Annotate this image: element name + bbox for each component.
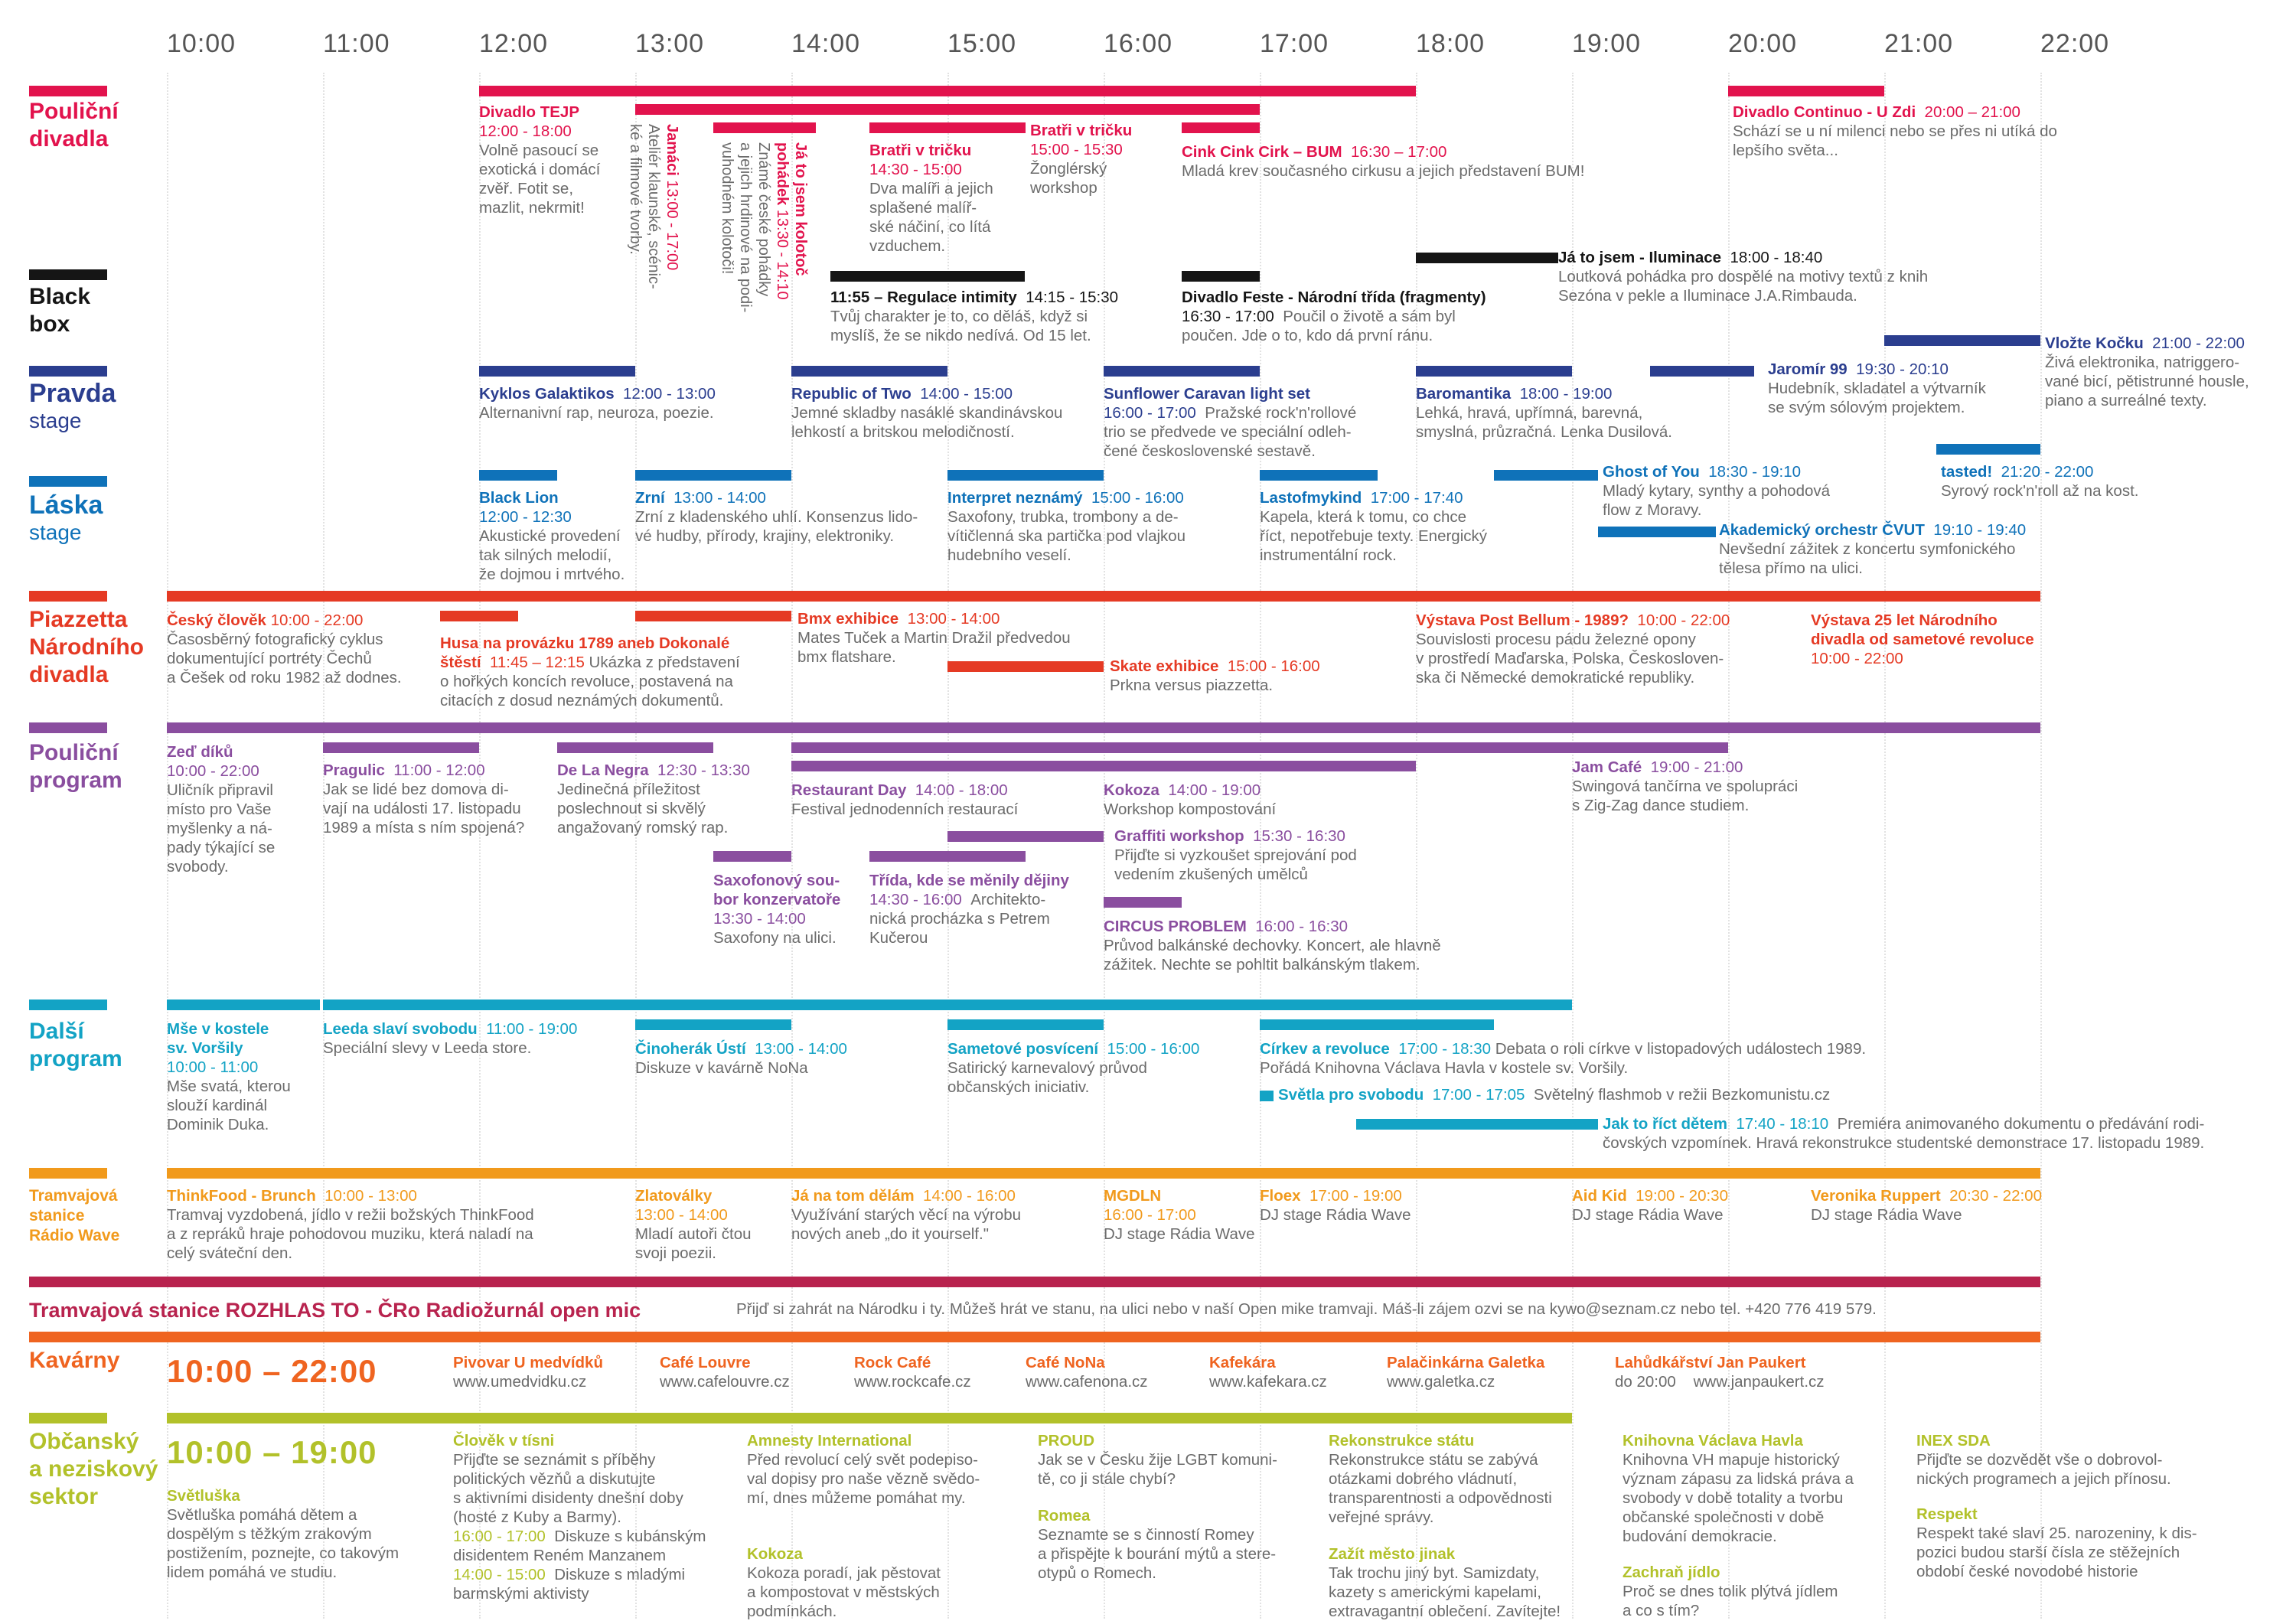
event-lastofmykind[interactable]: Lastofmykind 17:00 - 17:40 Kapela, která k tomu, co chce říct, nepotřebuje texty. Energický instrumentální rock.: [1260, 489, 1488, 564]
event-vlozte-kocku[interactable]: Vložte Kočku 21:00 - 22:00 Živá elektronika, natriggero- vané bicí, pětistrunné housle, piano a surreálné texty.: [2045, 334, 2249, 409]
hour-label: 19:00: [1572, 29, 1642, 58]
event-de-la-negra[interactable]: De La Negra 12:30 - 13:30 Jedinečná příležitost poslechnout si skvělý angažovaný romský rap.: [557, 761, 750, 836]
timeline-bar: [1650, 366, 1754, 377]
event-jak-to-rict-detem[interactable]: Jak to říct dětem 17:40 - 18:10 Premiéra animovaného dokumentu o předávání rodi- čovských vzpomínek. Hravá rekonstrukce studentské demonstrace 17. listopadu 1989.: [1603, 1115, 2205, 1152]
event-divadlo-feste[interactable]: Divadlo Feste - Národní třída (fragmenty) 16:30 - 17:00 Poučil o životě a sám byl poučen. Jde o to, kdo dá první ránu.: [1182, 289, 1486, 344]
row-label: Pouliční divadla: [29, 99, 119, 152]
row-marker: [29, 1277, 2040, 1287]
event-ghost-of-you[interactable]: Ghost of You 18:30 - 19:10 Mladý kytary, synthy a pohodová flow z Moravy.: [1603, 463, 1831, 519]
row-label: Piazzetta Národního divadla: [29, 607, 144, 687]
hour-label: 22:00: [2040, 29, 2110, 58]
row-label: Občanský a neziskový sektor: [29, 1429, 158, 1509]
timeline-bar: [947, 831, 1104, 842]
timeline-bar: [1356, 1119, 1598, 1130]
timeline-bar: [1494, 470, 1598, 481]
event-black-lion[interactable]: Black Lion 12:00 - 12:30 Akustické provedení tak silných melodií, že dojmou i mrtvého.: [479, 489, 625, 583]
event-svetla-pro-svobodu[interactable]: Světla pro svobodu 17:00 - 17:05 Světelný flashmob v režii Bezkomunistu.cz: [1260, 1085, 1830, 1104]
ngo-romea[interactable]: Romea Seznamte se s činností Romey a přispějte k bourání mýtů a stere- otypů o Romech.: [1038, 1507, 1277, 1582]
ngo-inex-sda[interactable]: INEX SDA Přijďte se dozvědět vše o dobrovol- nických programech a jejich přínosu.: [1916, 1432, 2171, 1488]
cafe-pivovar-u-medvidku[interactable]: Pivovar U medvídků www.umedvidku.cz: [453, 1354, 603, 1391]
ngo-rekonstrukce-statu[interactable]: Rekonstrukce státu Rekonstrukce státu se zabývá otázkami dobrého vládnutí, transparentnosti a odpovědnosti veřejné správy.: [1329, 1432, 1552, 1526]
cafe-nona[interactable]: Café NoNa www.cafenona.cz: [1026, 1354, 1148, 1391]
hour-label: 17:00: [1260, 29, 1329, 58]
event-veronika-ruppert[interactable]: Veronika Ruppert 20:30 - 22:00 DJ stage Rádia Wave: [1811, 1187, 2042, 1224]
event-bmx-exhibice[interactable]: Bmx exhibice 13:00 - 14:00 Mates Tuček a Martin Dražil předvedou bmx flatshare.: [797, 610, 1071, 666]
event-divadlo-tejp[interactable]: Divadlo TEJP 12:00 - 18:00 Volně pasoucí se exotická i domácí zvěř. Fotit se, mazlit, nekrmit!: [479, 103, 601, 217]
event-cinoherak-usti[interactable]: Činoherák Ústí 13:00 - 14:00 Diskuze v kavárně NoNa: [635, 1040, 847, 1077]
hour-label: 11:00: [323, 29, 390, 58]
hour-label: 12:00: [479, 29, 549, 58]
event-sametove-posviceni[interactable]: Sametové posvícení 15:00 - 16:00 Satirický karnevalový průvod občanských iniciativ.: [947, 1040, 1200, 1096]
hour-label: 15:00: [947, 29, 1017, 58]
timeline-bar: [635, 470, 791, 481]
timeline-bar: [167, 722, 2040, 733]
hour-label: 18:00: [1416, 29, 1486, 58]
ngo-hours: 10:00 – 19:00: [167, 1434, 377, 1470]
event-trida-kde-se-menily-dejiny[interactable]: Třída, kde se měnily dějiny 14:30 - 16:00 Architekto- nická procházka s Petrem Kučerou: [869, 872, 1069, 947]
event-jaromir-99[interactable]: Jaromír 99 19:30 - 20:10 Hudebník, skladatel a výtvarník se svým sólovým projektem.: [1768, 360, 1986, 416]
event-restaurant-day[interactable]: Restaurant Day 14:00 - 18:00 Festival jednodenních restaurací: [791, 781, 1019, 818]
event-zed-diku[interactable]: Zeď díků 10:00 - 22:00 Uličník připravil místo pro Vaše myšlenky a ná- pady týkající se svobody.: [167, 743, 276, 876]
event-jamaci[interactable]: Jamáci 13:00 - 17:00 Ateliér klaunské, scénic- ké a filmové tvorby.: [627, 124, 680, 289]
timeline-bar: [635, 611, 791, 621]
hour-label: 16:00: [1104, 29, 1173, 58]
timeline-bar: [869, 122, 947, 133]
event-aid-kid[interactable]: Aid Kid 19:00 - 20:30 DJ stage Rádia Wave: [1572, 1187, 1728, 1224]
row-label: Pravda stage: [29, 379, 116, 432]
event-vystava-post-bellum[interactable]: Výstava Post Bellum - 1989? 10:00 - 22:00 Souvislosti procesu pádu železné opony v prostředí Maďarska, Polska, Českosloven- ska či Německé demokratické republiky.: [1416, 611, 1730, 686]
row-label: Pouliční program: [29, 740, 122, 793]
event-floex[interactable]: Floex 17:00 - 19:00 DJ stage Rádia Wave: [1260, 1187, 1411, 1224]
timeline-bar: [557, 742, 713, 753]
hour-label: 10:00: [167, 29, 236, 58]
row-label: Láska stage: [29, 491, 103, 544]
event-thinkfood-brunch[interactable]: ThinkFood - Brunch 10:00 - 13:00 Tramvaj vyzdobená, jídlo v režii božských ThinkFood a z repráků hraje pohodovou muziku, která naladí na celý sváteční den.: [167, 1187, 534, 1262]
row-label: Tramvajová stanice Rádio Wave: [29, 1187, 120, 1244]
ngo-zazit-mesto-jinak[interactable]: Zažít město jinak Tak trochu jiný byt. Samizdaty, kazety s americkými kapelami, extravagantní oblečení. Zavítejte!: [1329, 1545, 1561, 1620]
event-cirkev-a-revoluce[interactable]: Církev a revoluce 17:00 - 18:30 Debata o roli církve v listopadových událostech 1989. Pořádá Knihovna Václava Havla v kostele sv. Voršily.: [1260, 1040, 1867, 1077]
event-mse-v-kostele[interactable]: Mše v kostele sv. Voršily 10:00 - 11:00 Mše svatá, kterou slouží kardinál Dominik Duka.: [167, 1020, 291, 1133]
timeline-bar: [167, 1168, 2040, 1179]
timeline-bar: [1884, 335, 2040, 346]
ngo-zachran-jidlo[interactable]: Zachraň jídlo Proč se dnes tolik plýtvá jídlem a co s tím?: [1623, 1564, 1838, 1619]
event-vystava-25-let[interactable]: Výstava 25 let Národního divadla od sametové revoluce 10:00 - 22:00: [1811, 611, 2034, 667]
timeline-bar: [479, 470, 557, 481]
event-kyklos-galaktikos[interactable]: Kyklos Galaktikos 12:00 - 13:00 Alternanivní rap, neuroza, poezie.: [479, 385, 716, 422]
ngo-respekt[interactable]: Respekt Respekt také slaví 25. narozeniny, k dis- pozici budou starší čísla ze stěžejních období české novodobé historie: [1916, 1505, 2197, 1580]
event-zrni[interactable]: Zrní 13:00 - 14:00 Zrní z kladenského uhlí. Konsenzus lido- vé hudby, přírody, krajiny, elektroniky.: [635, 489, 918, 545]
open-mic-description: Přijď si zahrát na Národku i ty. Můžeš hrát ve stanu, na ulici nebo v naší Open mike tramvaji. Máš-li zájem ozvi se na kywo@seznam.cz nebo tel. +420 776 419 579.: [736, 1300, 1877, 1318]
event-cink-cink-cirk[interactable]: Cink Cink Cirk – BUM 16:30 – 17:00 Mladá krev současného cirkusu a jejich představení BUM!: [1182, 143, 1585, 180]
event-skate-exhibice[interactable]: Skate exhibice 15:00 - 16:00 Prkna versus piazzetta.: [1110, 657, 1320, 694]
event-circus-problem[interactable]: CIRCUS PROBLEM 16:00 - 16:30 Průvod balkánské dechovky. Koncert, ale hlavně zážitek. Nechte se pohltit balkánským tlakem.: [1104, 918, 1441, 973]
timeline-bar: [1598, 527, 1716, 537]
event-tasted[interactable]: tasted! 21:20 - 22:00 Syrový rock'n'roll až na kost.: [1941, 463, 2139, 500]
timeline-bar: [1104, 366, 1260, 377]
event-bratri-v-tricku-1[interactable]: Bratři v tričku 14:30 - 15:00 Dva malíři a jejich splašené malíř- ské náčiní, co lítá vzduchem.: [869, 142, 993, 255]
timeline-bar: [830, 271, 1025, 282]
event-leeda-slavi-svobodu[interactable]: Leeda slaví svobodu 11:00 - 19:00 Speciální slevy v Leeda store.: [323, 1020, 578, 1057]
row-marker: [29, 476, 107, 487]
hour-label: 21:00: [1884, 29, 1954, 58]
timeline-bar: [1260, 470, 1378, 481]
event-akademicky-orchestr[interactable]: Akademický orchestr ČVUT 19:10 - 19:40 Nevšední zážitek z koncertu symfonického tělesa přímo na ulici.: [1719, 521, 2027, 577]
timeline-bar: [635, 1019, 791, 1030]
event-jam-cafe[interactable]: Jam Café 19:00 - 21:00 Swingová tančírna ve spolupráci s Zig-Zag dance studiem.: [1572, 758, 1799, 814]
row-label: Black box: [29, 284, 91, 337]
timeline-bar: [1728, 86, 1884, 96]
cafes-hours: 10:00 – 22:00: [167, 1353, 377, 1389]
square-icon: [1260, 1091, 1274, 1101]
ngo-amnesty[interactable]: Amnesty International Před revolucí celý svět podepiso- val dopisy pro naše vězně svědo- mí, dnes můžeme pomáhat my.: [747, 1432, 980, 1507]
cafe-rock-cafe[interactable]: Rock Café www.rockcafe.cz: [854, 1354, 971, 1391]
timeline-bar: [713, 122, 816, 133]
ngo-proud[interactable]: PROUD Jak se v Česku žije LGBT komuni- tě, co ji stále chybí?: [1038, 1432, 1277, 1488]
event-republic-of-two[interactable]: Republic of Two 14:00 - 15:00 Jemné skladby nasáklé skandinávskou lehkostí a britskou melodičností.: [791, 385, 1063, 441]
timeline-bar: [869, 851, 1026, 862]
timeline-bar: [947, 122, 1026, 133]
timeline-bar: [1260, 1019, 1494, 1030]
event-zlatovalky[interactable]: Zlatoválky 13:00 - 14:00 Mladí autoři čtou svoji poezii.: [635, 1187, 752, 1262]
row-marker: [29, 269, 107, 280]
event-husa-na-provazku[interactable]: Husa na provázku 1789 aneb Dokonalé štěstí 11:45 – 12:15 Ukázka z představení o hořkých koncích revoluce, postavená na citacích z dosud neznámých dokumentů.: [440, 634, 740, 709]
event-kolotoc-pohadek[interactable]: Já to jsem kolotoč pohádek 13:30 - 14:10 Známé české pohádky a jejich hrdinové na podi- vuhodném kolotoči!: [719, 142, 809, 313]
timeline-bar: [440, 611, 518, 621]
event-divadlo-continuo[interactable]: Divadlo Continuo - U Zdi 20:00 – 21:00 Schází se u ní milenci nebo se přes ni utíká do lepšího světa...: [1733, 103, 2057, 159]
event-regulace-intimity[interactable]: 11:55 – Regulace intimity 14:15 - 15:30 Tvůj charakter je to, co děláš, když si myslíš, že se nikdo nedívá. Od 15 let.: [830, 289, 1119, 344]
row-marker: [29, 1000, 107, 1010]
event-baromantika[interactable]: Baromantika 18:00 - 19:00 Lehká, hravá, upřímná, barevná, smyslná, průzračná. Lenka Dusilová.: [1416, 385, 1672, 441]
timeline-bar: [947, 470, 1104, 481]
timeline-bar: [947, 1019, 1104, 1030]
hour-label: 20:00: [1728, 29, 1798, 58]
event-iluminace[interactable]: Já to jsem - Iluminace 18:00 - 18:40 Loutková pohádka pro dospělé na motivy textů z knih Sezóna v pekle a Iluminace J.A.Rimbauda.: [1558, 249, 1929, 305]
timeline-bar: [1416, 253, 1558, 263]
timeline-bar: [1416, 366, 1572, 377]
timeline-bar: [1182, 122, 1260, 133]
grid-line: [635, 73, 637, 1619]
timeline-bar: [479, 366, 635, 377]
row-label: Další program: [29, 1019, 122, 1071]
cafe-louvre[interactable]: Café Louvre www.cafelouvre.cz: [660, 1354, 790, 1391]
timeline-bar: [323, 1000, 1572, 1010]
event-saxofonovy-soubor[interactable]: Saxofonový sou- bor konzervatoře 13:30 - 14:00 Saxofony na ulici.: [713, 872, 841, 947]
ngo-clovek-v-tisni[interactable]: Člověk v tísni Přijďte se seznámit s příběhy politických vězňů a diskutujte s aktivními disidenty dnešní doby (hosté z Kuby a Barmy). 16:00 - 17:00 Diskuze s kubánským disidentem Reném Manzanem 14:00 - 15:00 Diskuze s mladými barmskými aktivisty: [453, 1432, 706, 1603]
timeline-bar: [1936, 444, 2040, 455]
event-interpret-neznamy[interactable]: Interpret neznámý 15:00 - 16:00 Saxofony, trubka, trombony a de- vítičlenná ska partička pod vlajkou hudebního veselí.: [947, 489, 1186, 564]
row-marker: [29, 366, 107, 377]
event-sunflower-caravan[interactable]: Sunflower Caravan light set 16:00 - 17:00 Pražské rock'n'rollové trio se předvede ve speciální odleh- čené československé sestavě.: [1104, 385, 1357, 460]
row-marker: [29, 1413, 107, 1423]
ngo-svetluska[interactable]: Světluška Světluška pomáhá dětem a dospělým s těžkým zrakovým postižením, poznejte, co takovým lidem pomáhá ve studiu.: [167, 1487, 400, 1581]
cafe-kafekara[interactable]: Kafekára www.kafekara.cz: [1209, 1354, 1327, 1391]
timeline-bar: [479, 86, 1416, 96]
hour-label: 14:00: [791, 29, 861, 58]
event-pragulic[interactable]: Pragulic 11:00 - 12:00 Jak se lidé bez domova di- vají na události 17. listopadu 1989 a místa s ním spojená?: [323, 761, 525, 836]
row-marker: [29, 1168, 107, 1179]
timeline-bar: [323, 742, 479, 753]
row-label: Tramvajová stanice ROZHLAS TO - ČRo Radiožurnál open mic: [29, 1299, 641, 1322]
row-label: Kavárny: [29, 1348, 120, 1373]
cafe-palacinkarna-galetka[interactable]: Palačinkárna Galetka www.galetka.cz: [1387, 1354, 1545, 1391]
timeline-bar: [791, 761, 1416, 771]
timeline-bar: [713, 851, 791, 862]
timeline-bar: [1182, 271, 1260, 282]
ngo-kokoza[interactable]: Kokoza Kokoza poradí, jak pěstovat a kompostovat v městských podmínkách.: [747, 1545, 941, 1620]
cafe-jan-paukert[interactable]: Lahůdkářství Jan Paukert do 20:00 www.janpaukert.cz: [1615, 1354, 1825, 1391]
timeline-bar: [635, 104, 1260, 115]
event-graffiti-workshop[interactable]: Graffiti workshop 15:30 - 16:30 Přijďte si vyzkoušet sprejování pod vedením zkušených umělců: [1114, 827, 1357, 883]
timeline-bar: [1104, 897, 1182, 908]
grid-line: [2040, 73, 2042, 1619]
timeline-bar: [791, 742, 1728, 753]
ngo-knihovna-vaclava-havla[interactable]: Knihovna Václava Havla Knihovna VH mapuje historický význam zápasu za lidská práva a svobody v době totality a tvorbu občanské společnosti v době budování demokracie.: [1623, 1432, 1854, 1545]
event-kokoza-workshop[interactable]: Kokoza 14:00 - 19:00 Workshop kompostování: [1104, 781, 1277, 818]
event-ja-na-tom-delam[interactable]: Já na tom dělám 14:00 - 16:00 Využívání starých věcí na výrobu nových aneb „do it yourself.": [791, 1187, 1022, 1243]
timeline-bar: [791, 366, 947, 377]
event-bratri-v-tricku-2[interactable]: Bratři v tričku 15:00 - 15:30 Žonglérský workshop: [1030, 122, 1133, 197]
row-marker: [29, 591, 107, 602]
timeline-bar: [167, 591, 2040, 602]
row-marker: [29, 722, 107, 733]
timeline-bar: [167, 1000, 320, 1010]
row-marker: [29, 86, 107, 96]
hour-label: 13:00: [635, 29, 705, 58]
row-marker: [29, 1332, 2040, 1342]
timeline-bar: [167, 1413, 1572, 1423]
event-cesky-clovek[interactable]: Český člověk 10:00 - 22:00 Časosběrný fotografický cyklus dokumentující portréty Čechů a Češek od roku 1982 až dodnes.: [167, 611, 402, 686]
event-mgdln[interactable]: MGDLN 16:00 - 17:00 DJ stage Rádia Wave: [1104, 1187, 1255, 1243]
